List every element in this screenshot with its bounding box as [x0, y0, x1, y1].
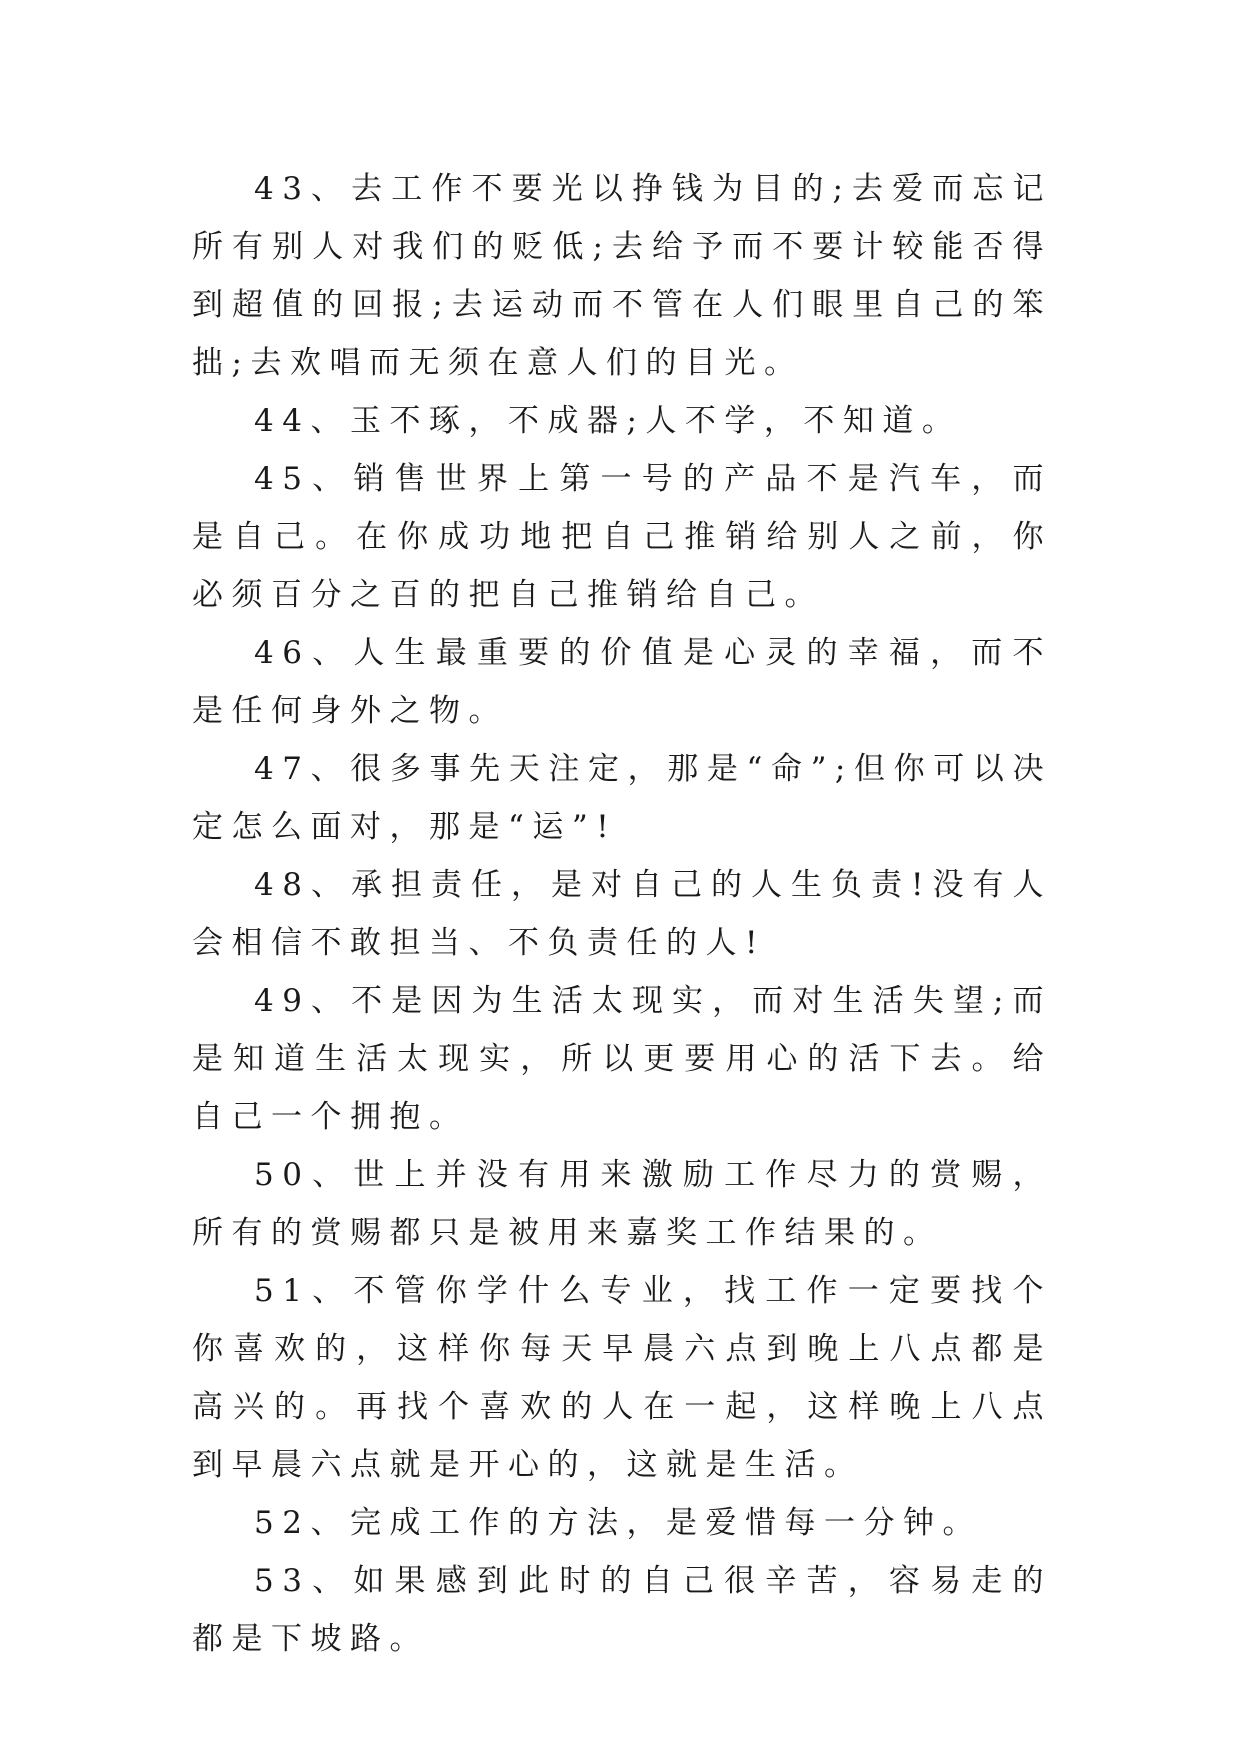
quote-paragraph-45: 45、销售世界上第一号的产品不是汽车，而是自己。在你成功地把自己推销给别人之前，你必须百分之百的把自己推销给自己。 [192, 461, 1052, 613]
quote-paragraph-46: 46、人生最重要的价值是心灵的幸福，而不是任何身外之物。 [192, 635, 1052, 729]
quote-paragraph-47: 47、很多事先天注定，那是“命”;但你可以决定怎么面对，那是“运”! [192, 751, 1052, 845]
quote-paragraph-52: 52、完成工作的方法，是爱惜每一分钟。 [254, 1505, 982, 1541]
document-page [192, 160, 1052, 1668]
quote-paragraph-51: 51、不管你学什么专业，找工作一定要找个你喜欢的，这样你每天早晨六点到晚上八点都是高兴的。再找个喜欢的人在一起，这样晚上八点到早晨六点就是开心的，这就是生活。 [192, 1273, 1052, 1483]
quote-paragraph-44: 44、玉不琢，不成器;人不学，不知道。 [254, 403, 962, 439]
quote-paragraph-48: 48、承担责任，是对自己的人生负责!没有人会相信不敢担当、不负责任的人! [192, 867, 1052, 961]
quote-paragraph-43: 43、去工作不要光以挣钱为目的;去爱而忘记所有别人对我们的贬低;去给予而不要计较能否得到超值的回报;去运动而不管在人们眼里自己的笨拙;去欢唱而无须在意人们的目光。 [192, 171, 1052, 381]
quote-paragraph-50: 50、世上并没有用来激励工作尽力的赏赐，所有的赏赐都只是被用来嘉奖工作结果的。 [192, 1157, 1052, 1251]
quote-paragraph-49: 49、不是因为生活太现实，而对生活失望;而是知道生活太现实，所以更要用心的活下去。给自己一个拥抱。 [192, 983, 1052, 1135]
quote-paragraph-53: 53、如果感到此时的自己很辛苦，容易走的都是下坡路。 [192, 1563, 1052, 1657]
